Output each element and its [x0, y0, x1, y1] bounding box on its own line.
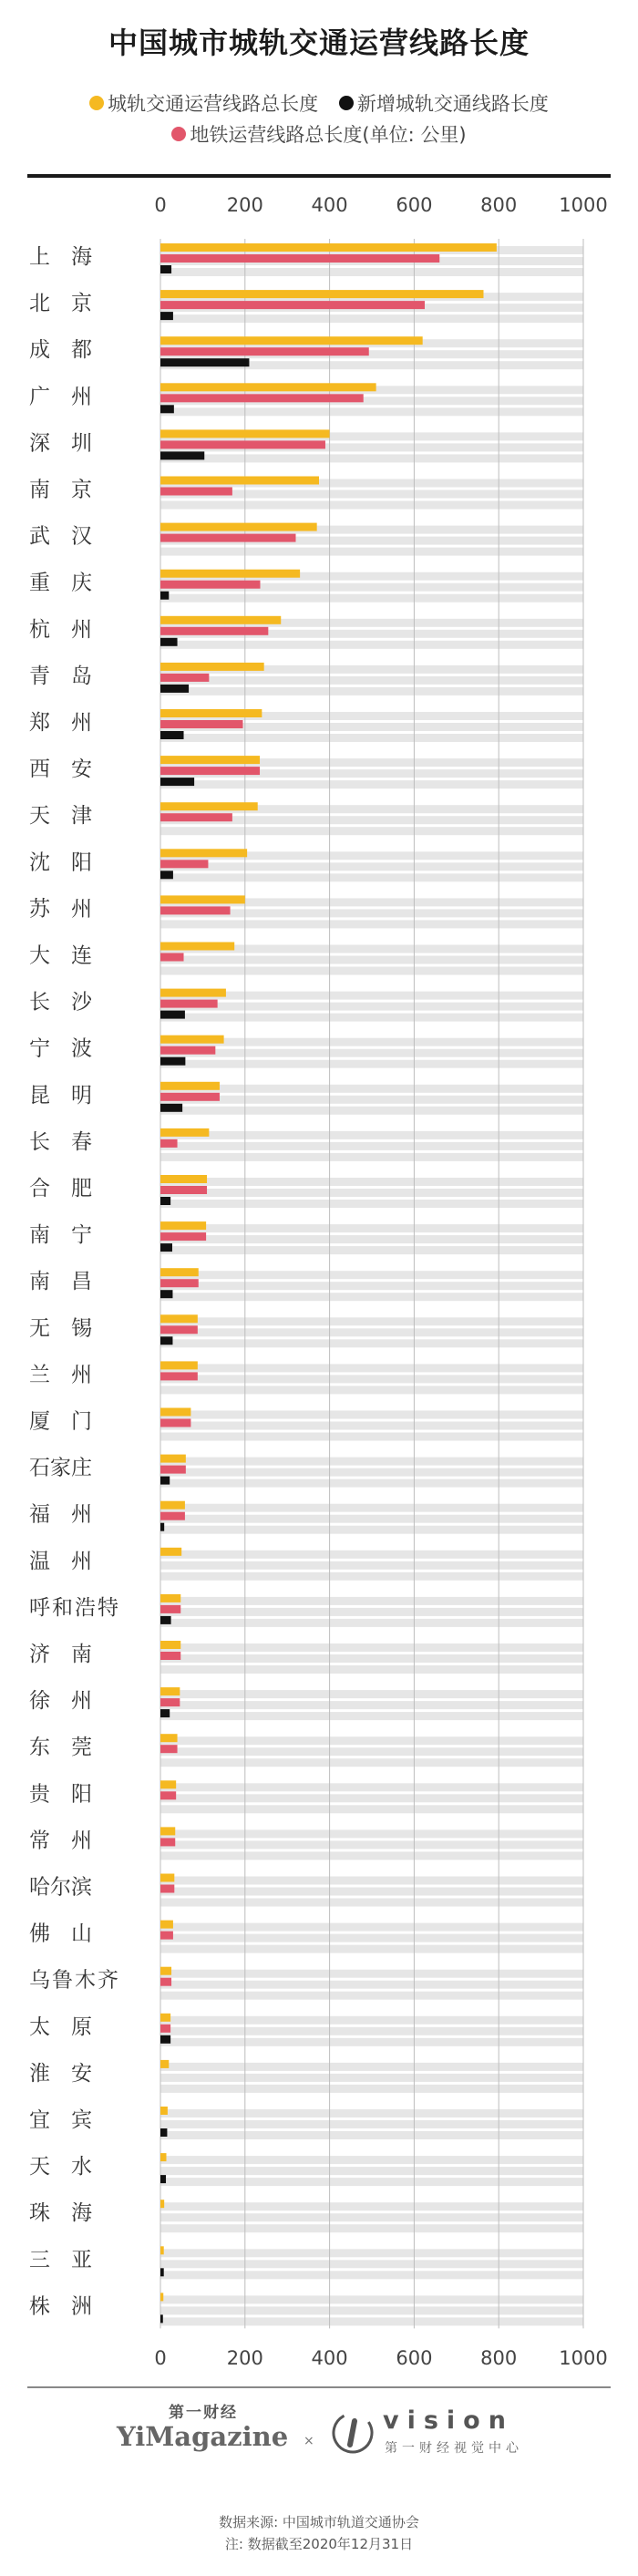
bar-new [160, 731, 184, 739]
row-stripe [160, 1992, 583, 2000]
row-stripe [160, 1003, 583, 1011]
x-tick-label: 400 [311, 2347, 348, 2369]
row-stripe [160, 1654, 583, 1663]
row-stripe [160, 827, 583, 835]
category-label: 合 肥 [29, 1177, 92, 1200]
bar-new [160, 2035, 170, 2044]
bar-metro [160, 1186, 207, 1194]
bar-new [160, 778, 194, 786]
row-stripe [160, 1515, 583, 1523]
bar-new [160, 1197, 170, 1205]
bar-new [160, 592, 169, 600]
row-stripe [160, 920, 583, 928]
bar-metro [160, 1885, 174, 1893]
category-label: 南 昌 [29, 1270, 92, 1294]
bar-total [160, 1268, 199, 1276]
category-label: 郑 州 [29, 711, 92, 735]
row-stripe [160, 1643, 583, 1652]
bar-metro [160, 534, 295, 542]
category-label: 徐 州 [29, 1689, 92, 1714]
row-stripe [160, 594, 583, 603]
date-note: 注: 数据截至2020年12月31日 [224, 2536, 414, 2552]
row-stripe [160, 1736, 583, 1745]
bar-total [160, 1921, 173, 1929]
x-tick-label: 200 [226, 2347, 263, 2369]
bar-metro [160, 1838, 175, 1846]
bar-metro [160, 1093, 220, 1101]
bar-metro [160, 627, 268, 635]
bar-total [160, 290, 483, 298]
category-label: 大 连 [29, 943, 92, 968]
bar-total [160, 2014, 170, 2022]
category-label: 贵 阳 [29, 1782, 92, 1807]
category-label: 重 庆 [29, 571, 92, 595]
category-label: 常 州 [29, 1829, 92, 1853]
row-stripe [160, 1433, 583, 1441]
bar-metro [160, 1745, 178, 1753]
category-label: 上 海 [29, 245, 92, 269]
bar-new [160, 1477, 170, 1485]
bar-metro [160, 1605, 180, 1613]
row-stripe [160, 1364, 583, 1372]
row-stripe [160, 454, 583, 462]
row-stripe [160, 967, 583, 975]
category-label: 南 京 [29, 478, 92, 502]
row-stripe [160, 1411, 583, 1419]
row-stripe [160, 1458, 583, 1466]
row-stripe [160, 2306, 583, 2314]
x-tick-label: 800 [480, 2347, 518, 2369]
row-stripe [160, 1504, 583, 1512]
row-stripe [160, 1468, 583, 1477]
bar-total [160, 1874, 174, 1882]
x-tick-label: 1000 [559, 194, 608, 216]
bar-metro [160, 1698, 180, 1706]
category-label: 沈 阳 [29, 850, 92, 875]
row-stripe [160, 2074, 583, 2082]
bar-total [160, 2293, 163, 2301]
row-stripe [160, 1665, 583, 1674]
row-stripe [160, 1888, 583, 1896]
row-stripe [160, 873, 583, 881]
row-stripe [160, 1271, 583, 1279]
bar-metro [160, 1325, 198, 1334]
row-stripe [160, 1339, 583, 1347]
bar-total [160, 1128, 209, 1137]
bar-total [160, 1780, 176, 1788]
bar-new [160, 405, 174, 413]
bar-new [160, 1243, 172, 1252]
bar-total [160, 1734, 178, 1742]
row-stripe [160, 2016, 583, 2025]
row-stripe [160, 2027, 583, 2035]
bar-metro [160, 488, 232, 496]
row-stripe [160, 1096, 583, 1104]
category-label: 温 州 [29, 1549, 92, 1573]
bar-total [160, 1221, 206, 1230]
row-stripe [160, 1014, 583, 1022]
category-label: 无 锡 [29, 1316, 92, 1341]
bar-total [160, 243, 497, 252]
category-label: 广 州 [29, 385, 92, 409]
row-stripe [160, 1561, 583, 1570]
category-label: 天 津 [29, 804, 92, 829]
row-stripe [160, 862, 583, 871]
row-stripe [160, 2085, 583, 2093]
category-label: 石家庄 [29, 1456, 92, 1480]
bar-metro [160, 906, 231, 914]
row-stripe [160, 407, 583, 416]
bar-new [160, 1011, 185, 1019]
bar-metro [160, 394, 364, 402]
row-stripe [160, 1153, 583, 1161]
bar-metro [160, 1932, 173, 1940]
x-tick-label: 1000 [559, 2347, 608, 2369]
row-stripe [160, 1375, 583, 1383]
row-stripe [160, 1479, 583, 1488]
bar-total [160, 2060, 169, 2068]
bar-total [160, 2153, 166, 2161]
category-label: 昆 明 [29, 1083, 92, 1108]
bar-new [160, 265, 171, 273]
category-label: 厦 门 [29, 1409, 92, 1434]
bar-total [160, 849, 247, 857]
row-stripe [160, 1970, 583, 1978]
category-label: 宜 宾 [29, 2108, 92, 2132]
row-stripe [160, 956, 583, 964]
row-stripe [160, 1526, 583, 1534]
bar-total [160, 1594, 180, 1602]
x-tick-label: 200 [226, 194, 263, 216]
row-stripe [160, 2202, 583, 2210]
row-stripe [160, 1805, 583, 1813]
row-stripe [160, 1829, 583, 1838]
row-stripe [160, 1386, 583, 1394]
x-tick-label: 400 [311, 194, 348, 216]
row-stripe [160, 1899, 583, 1907]
bar-new [160, 1057, 185, 1066]
category-label: 呼和浩特 [29, 1595, 120, 1620]
row-stripe [160, 1608, 583, 1616]
bar-metro [160, 953, 184, 962]
bar-metro [160, 720, 242, 728]
bar-metro [160, 254, 439, 263]
row-stripe [160, 1597, 583, 1605]
row-stripe [160, 1794, 583, 1802]
row-stripe [160, 314, 583, 323]
row-stripe [160, 1701, 583, 1709]
category-label: 苏 州 [29, 897, 92, 922]
bar-total [160, 1408, 190, 1417]
category-label: 珠 海 [29, 2201, 92, 2226]
bar-total [160, 570, 300, 578]
category-label: 杭 州 [29, 617, 92, 642]
bar-total [160, 616, 281, 624]
bar-total [160, 1361, 198, 1369]
row-stripe [160, 734, 583, 742]
row-stripe [160, 2178, 583, 2186]
row-stripe [160, 2063, 583, 2071]
bar-total [160, 1641, 180, 1649]
bar-new [160, 1523, 164, 1531]
bar-metro [160, 1232, 206, 1241]
bar-metro [160, 1139, 178, 1148]
bar-total [160, 895, 245, 903]
bar-total [160, 709, 262, 717]
bar-new [160, 871, 173, 879]
bar-metro [160, 813, 232, 821]
row-stripe [160, 1060, 583, 1068]
row-stripe [160, 1189, 583, 1197]
row-stripe [160, 2156, 583, 2164]
row-stripe [160, 1945, 583, 1953]
row-stripe [160, 2317, 583, 2325]
row-stripe [160, 1619, 583, 1627]
row-stripe [160, 676, 583, 685]
category-label: 南 宁 [29, 1223, 92, 1248]
bar-new [160, 2314, 163, 2323]
row-stripe [160, 1235, 583, 1243]
row-stripe [160, 687, 583, 696]
brand-yicai-cn: 第一财经 [169, 2404, 238, 2422]
x-tick-label: 0 [154, 2347, 167, 2369]
bar-new [160, 638, 178, 646]
source-note: 数据来源: 中国城市轨道交通协会 [219, 2514, 419, 2530]
row-stripe [160, 1049, 583, 1057]
bar-new [160, 451, 204, 459]
bar-metro [160, 674, 209, 682]
bar-metro [160, 1652, 180, 1660]
bar-total [160, 943, 234, 951]
bar-total [160, 802, 258, 810]
bar-total [160, 1455, 186, 1463]
bar-metro [160, 1791, 176, 1799]
bar-total [160, 336, 423, 345]
row-stripe [160, 2038, 583, 2046]
bar-total [160, 1548, 181, 1556]
row-stripe [160, 548, 583, 556]
bar-total [160, 383, 376, 391]
row-stripe [160, 2213, 583, 2221]
bar-metro [160, 1000, 218, 1008]
bar-new [160, 685, 189, 693]
category-label: 哈尔滨 [29, 1875, 92, 1900]
category-label: 济 南 [29, 1643, 92, 1666]
category-label: 三 亚 [29, 2248, 92, 2272]
row-stripe [160, 1712, 583, 1720]
bar-total [160, 989, 226, 997]
bar-new [160, 2175, 166, 2183]
row-stripe [160, 2249, 583, 2257]
bar-metro [160, 1978, 171, 1986]
bar-metro [160, 1279, 199, 1287]
row-stripe [160, 1851, 583, 1860]
category-label: 太 原 [29, 2014, 92, 2039]
bar-total [160, 1175, 207, 1183]
legend-label-total: 城轨交通运营线路总长度 [108, 93, 319, 115]
row-stripe [160, 1282, 583, 1290]
bar-total [160, 2246, 164, 2254]
category-label: 东 莞 [29, 1736, 92, 1760]
row-stripe [160, 641, 583, 649]
row-stripe [160, 1328, 583, 1336]
category-label: 株 洲 [29, 2294, 92, 2319]
row-stripe [160, 2295, 583, 2303]
bar-metro [160, 2025, 170, 2033]
legend-label-metro: 地铁运营线路总长度(单位: 公里) [190, 124, 467, 146]
category-label: 成 都 [29, 338, 92, 363]
bar-metro [160, 347, 369, 355]
row-stripe [160, 1200, 583, 1208]
bar-total [160, 1501, 185, 1510]
row-stripe [160, 1747, 583, 1756]
row-stripe [160, 501, 583, 510]
category-label: 天 水 [29, 2155, 92, 2179]
row-stripe [160, 1317, 583, 1325]
category-label: 北 京 [29, 292, 92, 316]
row-stripe [160, 1131, 583, 1139]
row-stripe [160, 1877, 583, 1885]
row-stripe [160, 268, 583, 276]
category-label: 青 岛 [29, 664, 92, 688]
row-stripe [160, 1981, 583, 1989]
row-stripe [160, 2271, 583, 2279]
row-stripe [160, 2260, 583, 2268]
bar-metro [160, 1372, 198, 1380]
row-stripe [160, 1178, 583, 1186]
row-stripe [160, 2109, 583, 2117]
row-stripe [160, 1758, 583, 1767]
bar-total [160, 1036, 224, 1044]
row-stripe [160, 1840, 583, 1849]
bar-total [160, 1314, 198, 1323]
category-label: 福 州 [29, 1502, 92, 1527]
x-tick-label: 800 [480, 194, 518, 216]
category-label: 长 沙 [29, 990, 92, 1015]
bar-new [160, 1336, 172, 1345]
bar-new [160, 312, 173, 320]
bar-total [160, 1827, 175, 1835]
vision-logo-icon [330, 2410, 376, 2456]
category-label: 佛 山 [29, 1922, 92, 1946]
category-label: 宁 波 [29, 1036, 92, 1061]
bar-total [160, 1967, 171, 1975]
bar-total [160, 523, 317, 531]
bar-metro [160, 1512, 185, 1520]
row-stripe [160, 1107, 583, 1115]
row-stripe [160, 1923, 583, 1932]
x-tick-label: 600 [396, 194, 433, 216]
bar-total [160, 2200, 164, 2208]
category-label: 乌鲁木齐 [29, 1968, 120, 1993]
row-stripe [160, 1085, 583, 1093]
row-stripe [160, 2167, 583, 2175]
category-label: 长 春 [29, 1129, 92, 1154]
bar-metro [160, 1419, 190, 1427]
bar-metro [160, 767, 260, 775]
bar-total [160, 1082, 220, 1090]
row-stripe [160, 1551, 583, 1559]
row-stripe [160, 2224, 583, 2232]
row-stripe [160, 1572, 583, 1581]
footer-rule [27, 2386, 611, 2388]
brand-vision-sub: 第一财经视觉中心 [385, 2441, 523, 2456]
row-stripe [160, 1246, 583, 1254]
bar-total [160, 1687, 180, 1695]
bar-metro [160, 581, 261, 589]
bar-metro [160, 1046, 215, 1055]
row-stripe [160, 1934, 583, 1942]
bar-new [160, 1104, 182, 1112]
row-stripe [160, 1142, 583, 1150]
category-label: 武 汉 [29, 524, 92, 549]
row-stripe [160, 1690, 583, 1698]
bar-metro [160, 301, 425, 309]
bar-new [160, 358, 249, 366]
row-stripe [160, 780, 583, 788]
bar-metro [160, 1466, 186, 1474]
bar-total [160, 663, 264, 671]
brand-cross: × [304, 2434, 314, 2448]
row-stripe [160, 2131, 583, 2139]
category-label: 兰 州 [29, 1363, 92, 1387]
bar-new [160, 2268, 164, 2276]
bar-new [160, 1709, 170, 1717]
category-label: 淮 安 [29, 2061, 92, 2086]
row-stripe [160, 1422, 583, 1430]
x-tick-label: 600 [396, 2347, 433, 2369]
bar-total [160, 477, 319, 485]
bar-metro [160, 440, 325, 448]
row-stripe [160, 1293, 583, 1301]
legend-label-new: 新增城轨交通线路长度 [356, 93, 549, 115]
bar-new [160, 1290, 172, 1298]
brand-vision: vision [383, 2406, 514, 2435]
bar-new [160, 2128, 167, 2137]
bar-new [160, 1616, 171, 1624]
category-label: 深 圳 [29, 431, 92, 456]
chart-title: 中国城市城轨交通运营线路长度 [108, 26, 530, 60]
row-stripe [160, 1224, 583, 1232]
category-label: 西 安 [29, 757, 92, 782]
row-stripe [160, 2120, 583, 2128]
row-stripe [160, 1783, 583, 1791]
bar-total [160, 756, 260, 764]
bar-metro [160, 860, 208, 868]
bar-total [160, 429, 330, 438]
brand-yimagazine-logo: YiMagazine [117, 2421, 289, 2452]
x-tick-label: 0 [154, 194, 167, 216]
bar-total [160, 2107, 168, 2115]
